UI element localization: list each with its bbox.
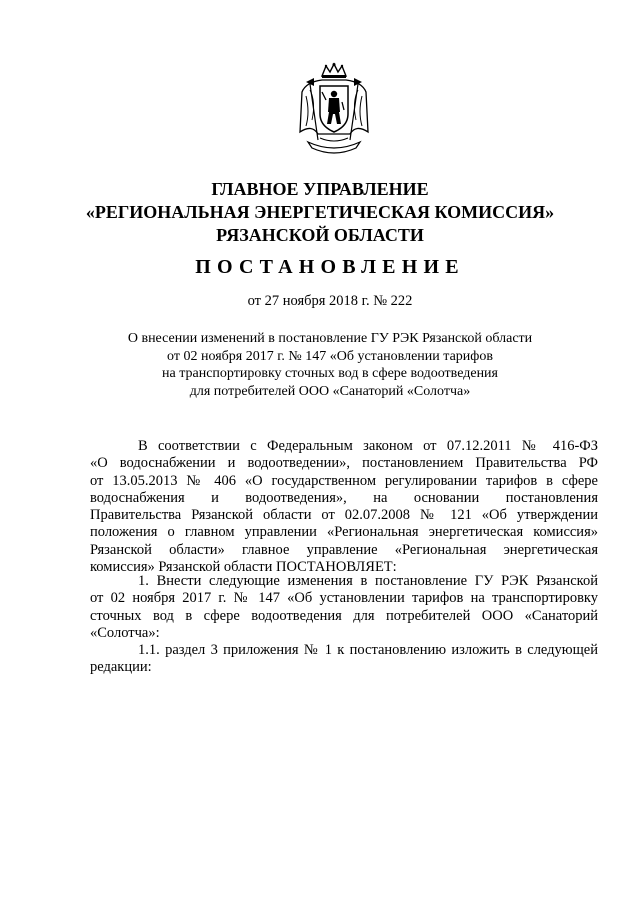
document-type-title: ПОСТАНОВЛЕНИЕ (195, 256, 465, 278)
paragraph-line: положения о главном управлении «Региональная энергетическая комиссия» (90, 524, 598, 541)
subject-line: на транспортировку сточных вод в сфере водоотведения (162, 366, 498, 381)
paragraph-line: Рязанской области» главное управление «Региональная энергетическая (90, 541, 598, 558)
paragraph-line: водоснабжения и водоотведения», на основании постановления (90, 489, 598, 506)
paragraph-line: комиссия» Рязанской области ПОСТАНОВЛЯЕТ: (90, 559, 397, 576)
paragraph-line: В соответствии с Федеральным законом от 07.12.2011 № 416-ФЗ (138, 438, 598, 454)
ryazan-coat-of-arms-icon (296, 62, 372, 154)
paragraph-line: 1.1. раздел 3 приложения № 1 к постановлению изложить в следующей (138, 642, 598, 658)
paragraph-line: от 02 ноября 2017 г. № 147 «Об установлении тарифов на транспортировку (90, 590, 598, 607)
agency-name (60, 178, 580, 247)
subject-line: от 02 ноября 2017 г. № 147 «Об установлении тарифов (167, 348, 493, 364)
paragraph-line: 1. Внести следующие изменения в постановление ГУ РЭК Рязанской (138, 573, 598, 589)
document-date-number: от 27 ноября 2018 г. № 222 (247, 293, 413, 309)
paragraph-line: «О водоснабжении и водоотведении», постановлением Правительства РФ (90, 455, 598, 472)
paragraph-line: «Солотча»: (90, 624, 160, 641)
paragraph-line: сточных вод в сфере водоотведения для потребителей ООО «Санаторий (90, 607, 598, 624)
subject-line: О внесении изменений в постановление ГУ РЭК Рязанской области (127, 331, 533, 346)
agency-line: «РЕГИОНАЛЬНАЯ ЭНЕРГЕТИЧЕСКАЯ КОМИССИЯ» (85, 202, 555, 222)
subject-line: для потребителей ООО «Санаторий «Солотча» (189, 383, 471, 399)
item-1-1-paragraph (90, 642, 598, 677)
paragraph-line: от 13.05.2013 № 406 «О государственном регулировании тарифов в сфере (90, 472, 598, 489)
preamble-paragraph (90, 438, 598, 576)
agency-line: РЯЗАНСКОЙ ОБЛАСТИ (216, 225, 424, 245)
document-subject (80, 330, 580, 400)
paragraph-line: Правительства Рязанской области от 02.07.2008 № 121 «Об утверждении (90, 507, 598, 524)
item-1-paragraph (90, 573, 598, 642)
paragraph-line: редакции: (90, 659, 152, 676)
agency-line: ГЛАВНОЕ УПРАВЛЕНИЕ (211, 179, 429, 199)
